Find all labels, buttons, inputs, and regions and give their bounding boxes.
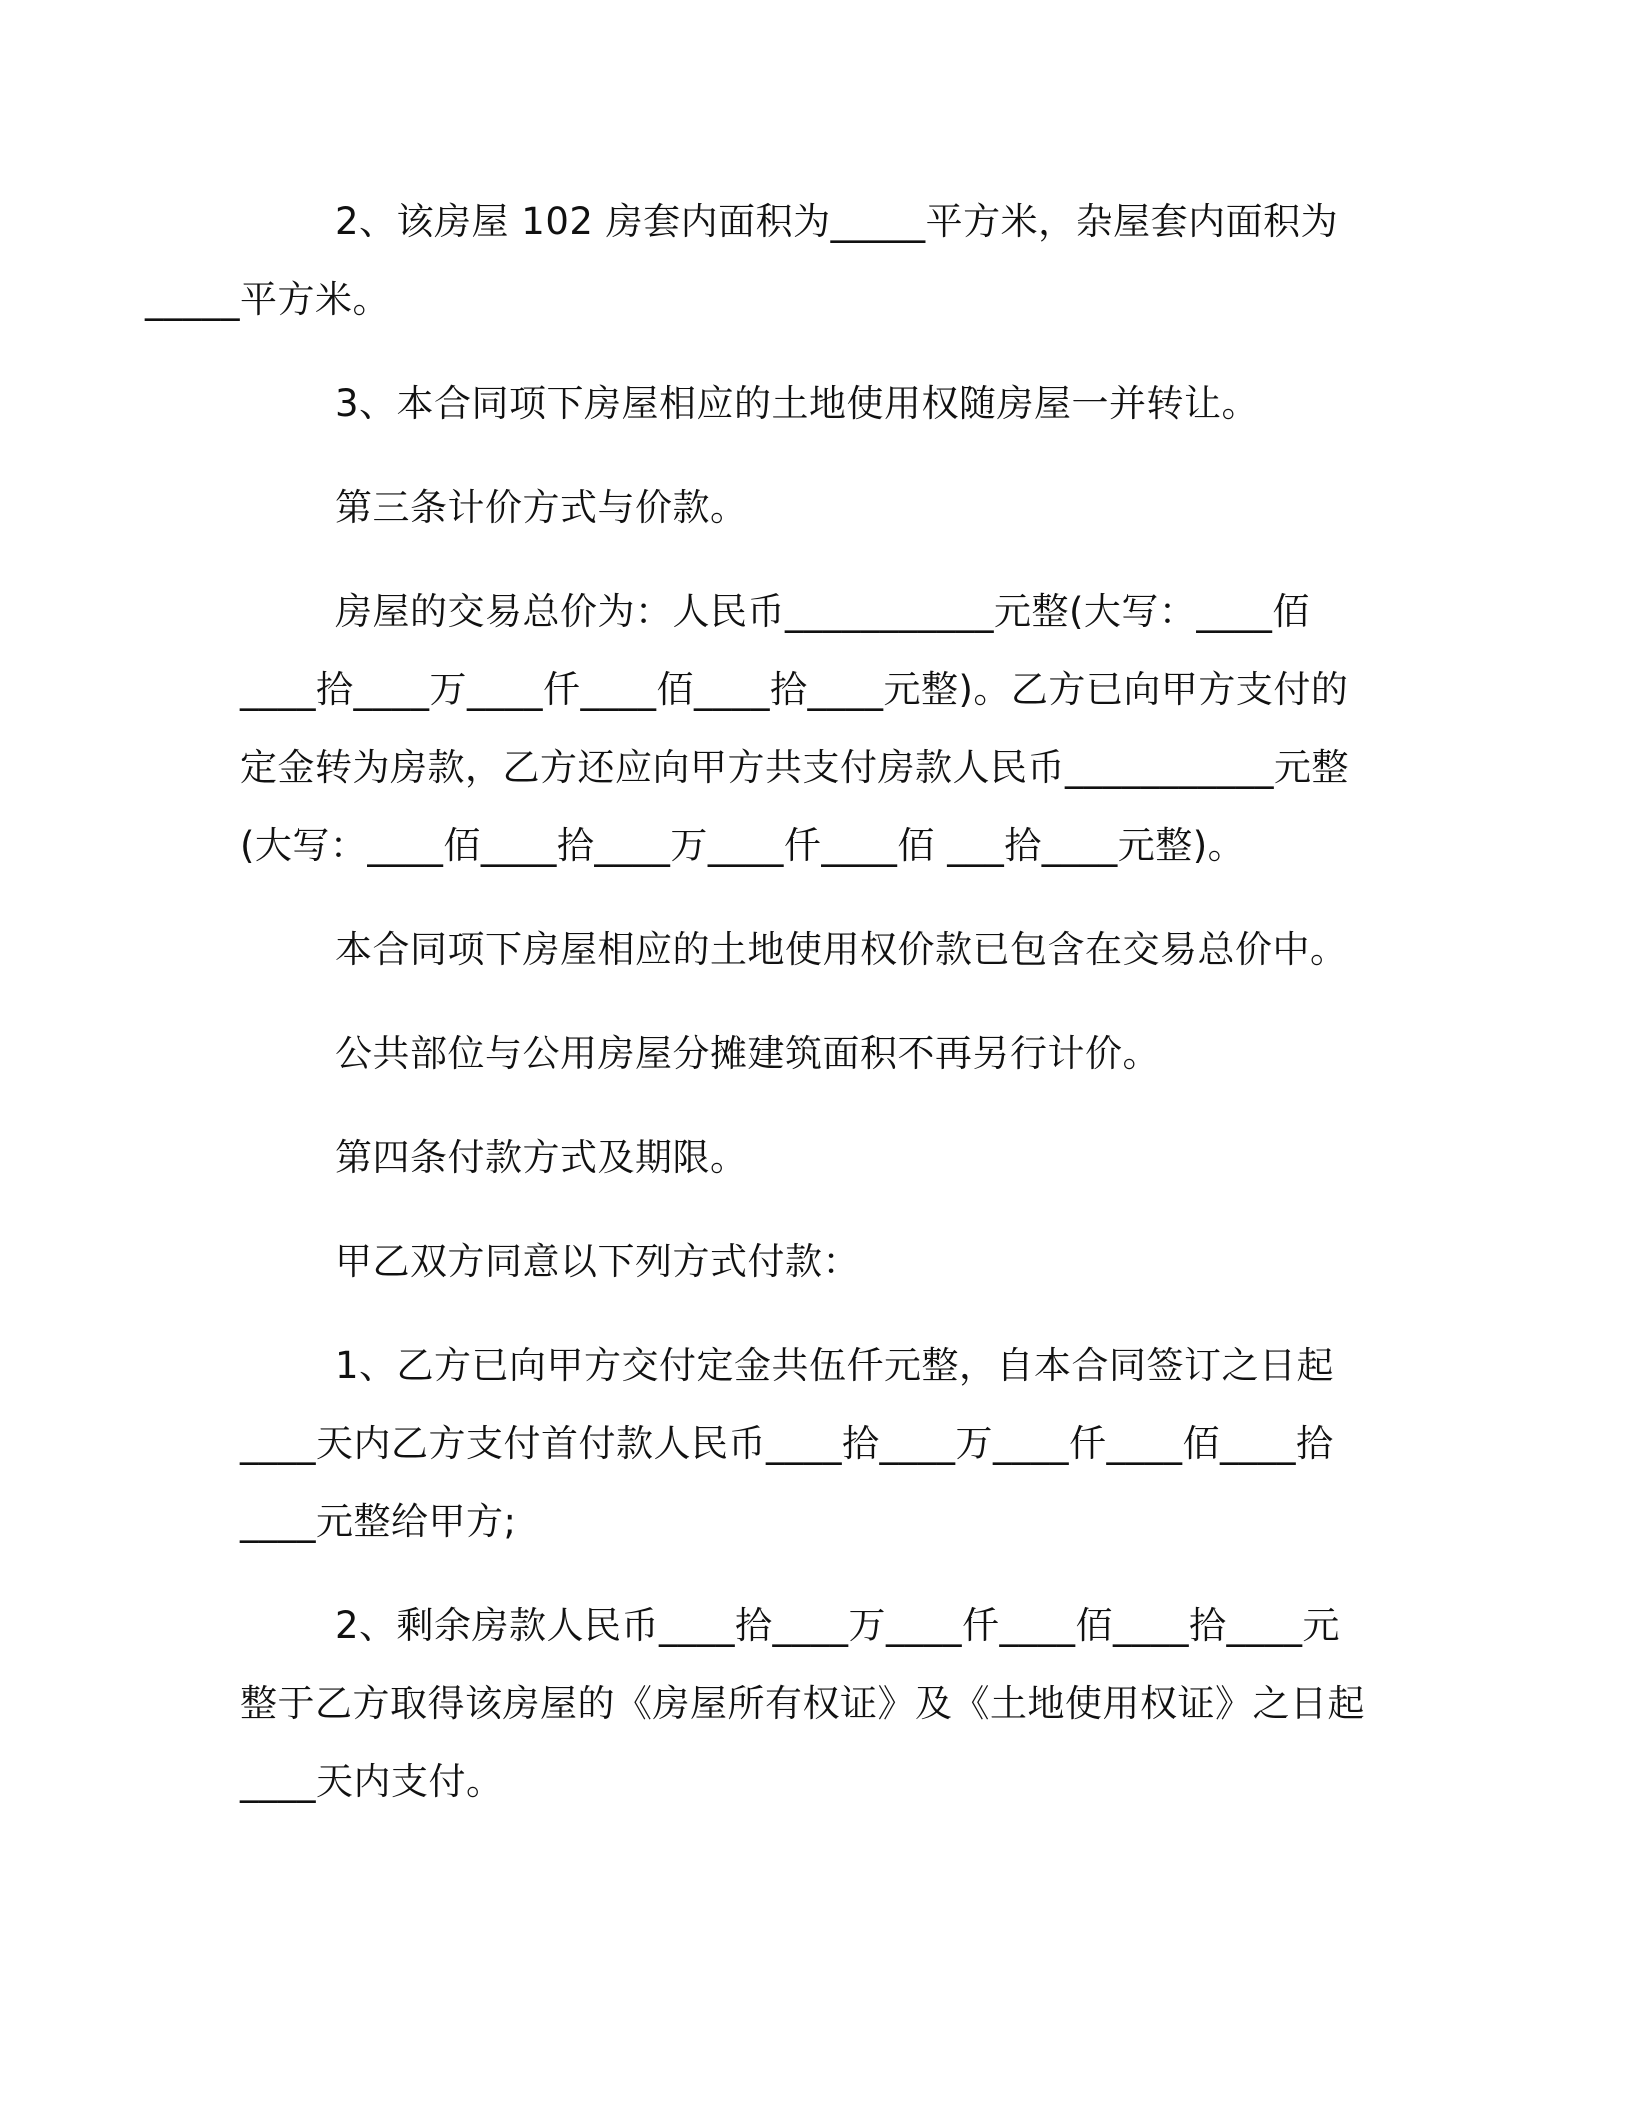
paragraph-payment-intro [240, 1223, 1390, 1301]
article-4-heading [240, 1119, 1390, 1197]
text-line: 2、该房屋 102 房套内面积为_____平方米，杂屋套内面积为 [335, 200, 1339, 243]
paragraph-payment-1 [240, 1327, 1390, 1561]
text-line: 第四条付款方式及期限。 [335, 1136, 748, 1179]
text-line: 3、本合同项下房屋相应的土地使用权随房屋一并转让。 [335, 382, 1260, 425]
paragraph-land-use-clause [240, 365, 1390, 443]
text-line: 2、剩余房款人民币____拾____万____仟____佰____拾____元 [335, 1604, 1341, 1647]
text-line: ____拾____万____仟____佰____拾____元整)。乙方已向甲方支付的 [240, 668, 1349, 711]
text-line: 公共部位与公用房屋分摊建筑面积不再另行计价。 [335, 1032, 1160, 1075]
text-line: 甲乙双方同意以下列方式付款： [335, 1240, 860, 1283]
text-line: ____天内乙方支付首付款人民币____拾____万____仟____佰____拾 [240, 1422, 1334, 1465]
paragraph-shared-area [240, 1015, 1390, 1093]
text-line: 定金转为房款，乙方还应向甲方共支付房款人民币___________元整 [240, 746, 1349, 789]
paragraph-total-price [240, 573, 1390, 885]
text-line: 整于乙方取得该房屋的《房屋所有权证》及《土地使用权证》之日起 [240, 1682, 1365, 1725]
text-line: ____天内支付。 [240, 1760, 504, 1803]
text-line: _____平方米。 [145, 278, 390, 321]
text-line: 本合同项下房屋相应的土地使用权价款已包含在交易总价中。 [335, 928, 1348, 971]
text-line: (大写：____佰____拾____万____仟____佰 ___拾____元整)。 [240, 824, 1246, 867]
text-line: ____元整给甲方; [240, 1500, 517, 1543]
paragraph-payment-2 [240, 1587, 1390, 1821]
text-line: 第三条计价方式与价款。 [335, 486, 748, 529]
text-line: 房屋的交易总价为：人民币___________元整(大写：____佰 [335, 590, 1310, 633]
article-3-heading [240, 469, 1390, 547]
paragraph-area-clause [145, 183, 1390, 339]
paragraph-land-price-included [240, 911, 1390, 989]
text-line: 1、乙方已向甲方交付定金共伍仟元整，自本合同签订之日起 [335, 1344, 1335, 1387]
document-page [145, 183, 1390, 1847]
